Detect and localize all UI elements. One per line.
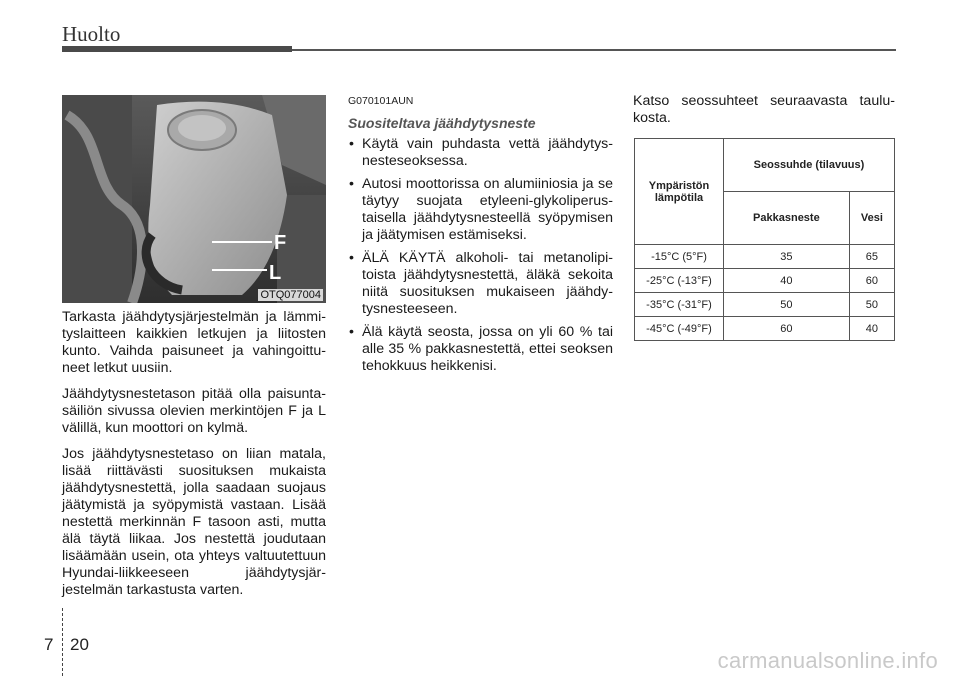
water-cell: 60 <box>849 269 894 293</box>
table-row <box>635 293 895 317</box>
table-row <box>635 269 895 293</box>
middle-column <box>348 93 613 381</box>
page-header-title: Huolto <box>62 22 121 46</box>
page-number: 20 <box>70 635 89 654</box>
antifreeze-cell: 35 <box>724 245 850 269</box>
temp-cell: -35°C (-31°F) <box>635 293 724 317</box>
water-cell: 50 <box>849 293 894 317</box>
paragraph: Tarkasta jäähdytysjärjestelmän ja lämmityslaitteen kaikkien letkujen ja liitosten kunto. Vaihda paisuneet ja vahingoittuneet letkut uusiin. <box>62 309 326 376</box>
paragraph: Jos jäähdytysnestetaso on liian matala, lisää riittävästi suosituksen mukaista jäähdytysnestettä, jolla saadaan suojaus jäätymistä ja syöpymistä vastaan. Lisää nestettä merkinnän F tasoon asti, mutta älä täytä liikaa. Jos nestettä joudutaan lisäämään usein, ota yhteys valtuutettuun Hyundai-liikkeeseen jäähdytysjärjestelmän tarkastusta varten. <box>62 446 326 598</box>
header-environment-temp: Ympäristön lämpötila <box>635 139 724 245</box>
water-cell: 65 <box>849 245 894 269</box>
header-rule <box>292 49 896 51</box>
right-column <box>633 93 895 136</box>
temp-cell: -25°C (-13°F) <box>635 269 724 293</box>
left-column <box>62 309 326 608</box>
antifreeze-cell: 50 <box>724 293 850 317</box>
header-bar <box>62 46 292 52</box>
engine-bay-illustration <box>62 95 326 303</box>
image-code: OTQ077004 <box>260 289 321 301</box>
watermark: carmanualsonline.info <box>717 648 938 673</box>
paragraph: Jäähdytysnestetason pitää olla paisuntasäiliön sivussa olevien merkintöjen F ja L välillä, kun moottori on kylmä. <box>62 386 326 436</box>
low-level-mark: L <box>269 262 282 284</box>
table-intro: Katso seossuhteet seuraavasta taulukosta. <box>633 93 895 126</box>
full-level-mark: F <box>274 232 287 254</box>
header-water: Vesi <box>849 192 894 245</box>
reference-code: G070101AUN <box>348 95 414 107</box>
table-row <box>635 245 895 269</box>
temp-cell: -15°C (5°F) <box>635 245 724 269</box>
list-item: • Käytä vain puhdasta vettä jäähdytysnesteseoksessa. <box>348 136 613 170</box>
chapter-number: 7 <box>44 635 54 654</box>
temp-cell: -45°C (-49°F) <box>635 317 724 341</box>
bullet-list <box>348 136 613 375</box>
list-item: • Autosi moottorissa on alumiiniosia ja se täytyy suojata etyleeni-glykoliperustaisella jäähdytysnesteellä syöpymisen ja jäätymisen estämiseksi. <box>348 176 613 244</box>
mixture-table <box>634 138 895 341</box>
header-antifreeze: Pakkasneste <box>724 192 850 245</box>
coolant-reservoir-photo <box>62 95 326 303</box>
footer-separator <box>62 608 63 676</box>
list-item: • Älä käytä seosta, jossa on yli 60 % tai alle 35 % pakkasnestettä, ettei seoksen tehokkuus heikkenisi. <box>348 324 613 375</box>
antifreeze-cell: 60 <box>724 317 850 341</box>
section-heading: Suositeltava jäähdytysneste <box>348 115 536 131</box>
table-row <box>635 317 895 341</box>
water-cell: 40 <box>849 317 894 341</box>
antifreeze-cell: 40 <box>724 269 850 293</box>
list-item: • ÄLÄ KÄYTÄ alkoholi- tai metanolipitoista jäähdytysnestettä, äläkä sekoita niitä suosituksen mukaiseen jäähdytysnesteeseen. <box>348 250 613 318</box>
header-mixture-ratio: Seossuhde (tilavuus) <box>724 139 895 192</box>
